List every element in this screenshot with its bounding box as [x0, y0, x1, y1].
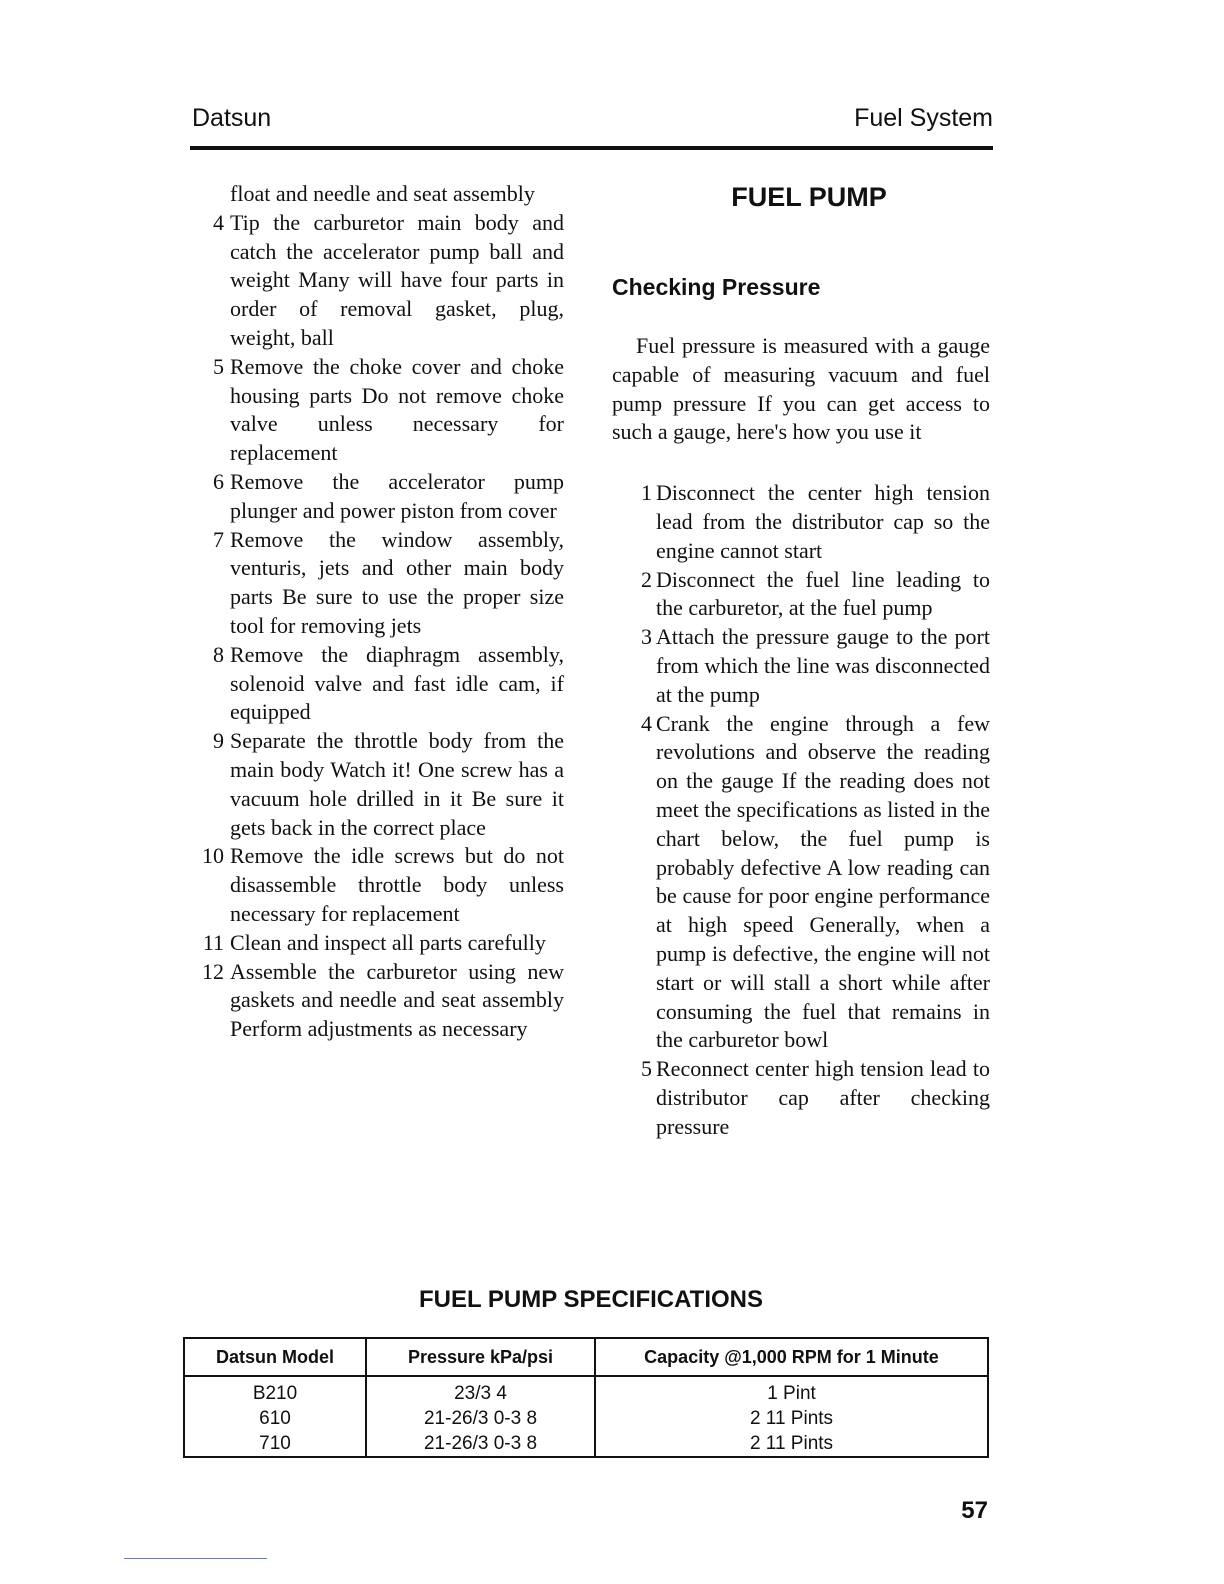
table-cell: 1 Pint	[595, 1376, 988, 1406]
step-text: Crank the engine through a few revolutions and observe the reading on the gauge If the reading does not meet the specifications as listed in the chart below, the fuel pump is probably defective A low reading can be cause for poor engine performance at high speed Generally, when a pump is defective, the engine will not start or will stall a short while after consuming the fuel that remains in the carburetor bowl	[656, 710, 990, 1053]
list-item	[612, 710, 990, 1056]
table-cell: 21-26/3 0-3 8	[366, 1431, 595, 1457]
column-header-pressure: Pressure kPa/psi	[366, 1338, 595, 1376]
table-cell: 2 11 Pints	[595, 1406, 988, 1431]
table-row	[184, 1376, 988, 1406]
continuation-text: float and needle and seat assembly	[230, 181, 535, 206]
subsection-title: Checking Pressure	[612, 274, 821, 300]
table-cell: 2 11 Pints	[595, 1431, 988, 1457]
step-number: 7	[213, 526, 224, 552]
list-item	[190, 958, 564, 1044]
table-cell: 21-26/3 0-3 8	[366, 1406, 595, 1431]
step-number: 5	[213, 353, 224, 379]
step-number: 11	[202, 929, 224, 955]
list-item	[190, 842, 564, 928]
header-right: Fuel System	[854, 104, 993, 132]
right-column	[612, 180, 990, 1142]
step-text: Remove the accelerator pump plunger and power piston from cover	[230, 468, 564, 523]
step-number: 4	[213, 209, 224, 235]
list-item	[190, 929, 564, 958]
footer-rule	[124, 1558, 267, 1559]
header-rule	[190, 146, 993, 150]
table-row	[184, 1431, 988, 1457]
step-number: 6	[213, 468, 224, 494]
column-header-capacity: Capacity @1,000 RPM for 1 Minute	[595, 1338, 988, 1376]
step-number: 5	[641, 1056, 652, 1082]
spec-table	[183, 1337, 989, 1458]
table-header-row	[184, 1338, 988, 1376]
list-item	[612, 1055, 990, 1141]
step-number: 1	[641, 480, 652, 506]
step-text: Disconnect the center high tension lead from the distributor cap so the engine cannot start	[656, 480, 990, 563]
table-cell: B210	[184, 1376, 366, 1406]
step-number: 4	[641, 710, 652, 736]
list-item	[612, 566, 990, 624]
list-item	[190, 468, 564, 526]
list-item	[190, 641, 564, 727]
procedure-list	[612, 479, 990, 1141]
list-item	[190, 353, 564, 468]
step-text: Remove the window assembly, venturis, jets and other main body parts Be sure to use the proper size tool for removing jets	[230, 526, 564, 638]
table-cell: 23/3 4	[366, 1376, 595, 1406]
step-number: 3	[641, 624, 652, 650]
list-item	[190, 526, 564, 641]
header-left: Datsun	[192, 104, 272, 132]
step-number: 10	[202, 843, 224, 869]
list-item	[612, 623, 990, 709]
left-column	[190, 180, 564, 1044]
step-text: Remove the idle screws but do not disassemble throttle body unless necessary for replacement	[230, 843, 564, 926]
spec-table-title: FUEL PUMP SPECIFICATIONS	[418, 1286, 764, 1313]
step-text: Clean and inspect all parts carefully	[230, 929, 546, 955]
table-cell: 710	[184, 1431, 366, 1457]
list-item	[190, 727, 564, 842]
step-number: 2	[641, 566, 652, 592]
step-text: Reconnect center high tension lead to distributor cap after checking pressure	[656, 1056, 990, 1139]
step-text: Disconnect the fuel line leading to the carburetor, at the fuel pump	[656, 566, 990, 621]
step-text: Remove the choke cover and choke housing parts Do not remove choke valve unless necessary for replacement	[230, 353, 564, 466]
step-number: 9	[213, 728, 224, 754]
list-item-continuation	[190, 180, 564, 209]
section-title: FUEL PUMP	[731, 182, 887, 212]
list-item	[190, 209, 564, 353]
step-number: 12	[202, 958, 224, 984]
column-header-model: Datsun Model	[184, 1338, 366, 1376]
table-row	[184, 1406, 988, 1431]
page-number: 57	[961, 1497, 988, 1524]
table-cell: 610	[184, 1406, 366, 1431]
step-number: 8	[213, 641, 224, 667]
list-item	[612, 479, 990, 565]
step-text: Separate the throttle body from the main body Watch it! One screw has a vacuum hole drilled in it Be sure it gets back in the correct place	[230, 728, 564, 840]
step-text: Tip the carburetor main body and catch the accelerator pump ball and weight Many will have four parts in order of removal gasket, plug, weight, ball	[230, 209, 564, 350]
step-text: Remove the diaphragm assembly, solenoid valve and fast idle cam, if equipped	[230, 641, 564, 725]
step-text: Assemble the carburetor using new gaskets and needle and seat assembly Perform adjustments as necessary	[230, 958, 564, 1042]
intro-paragraph: Fuel pressure is measured with a gauge capable of measuring vacuum and fuel pump pressure If you can get access to such a gauge, here's how you use it	[612, 333, 990, 445]
step-text: Attach the pressure gauge to the port from which the line was disconnected at the pump	[656, 624, 990, 707]
